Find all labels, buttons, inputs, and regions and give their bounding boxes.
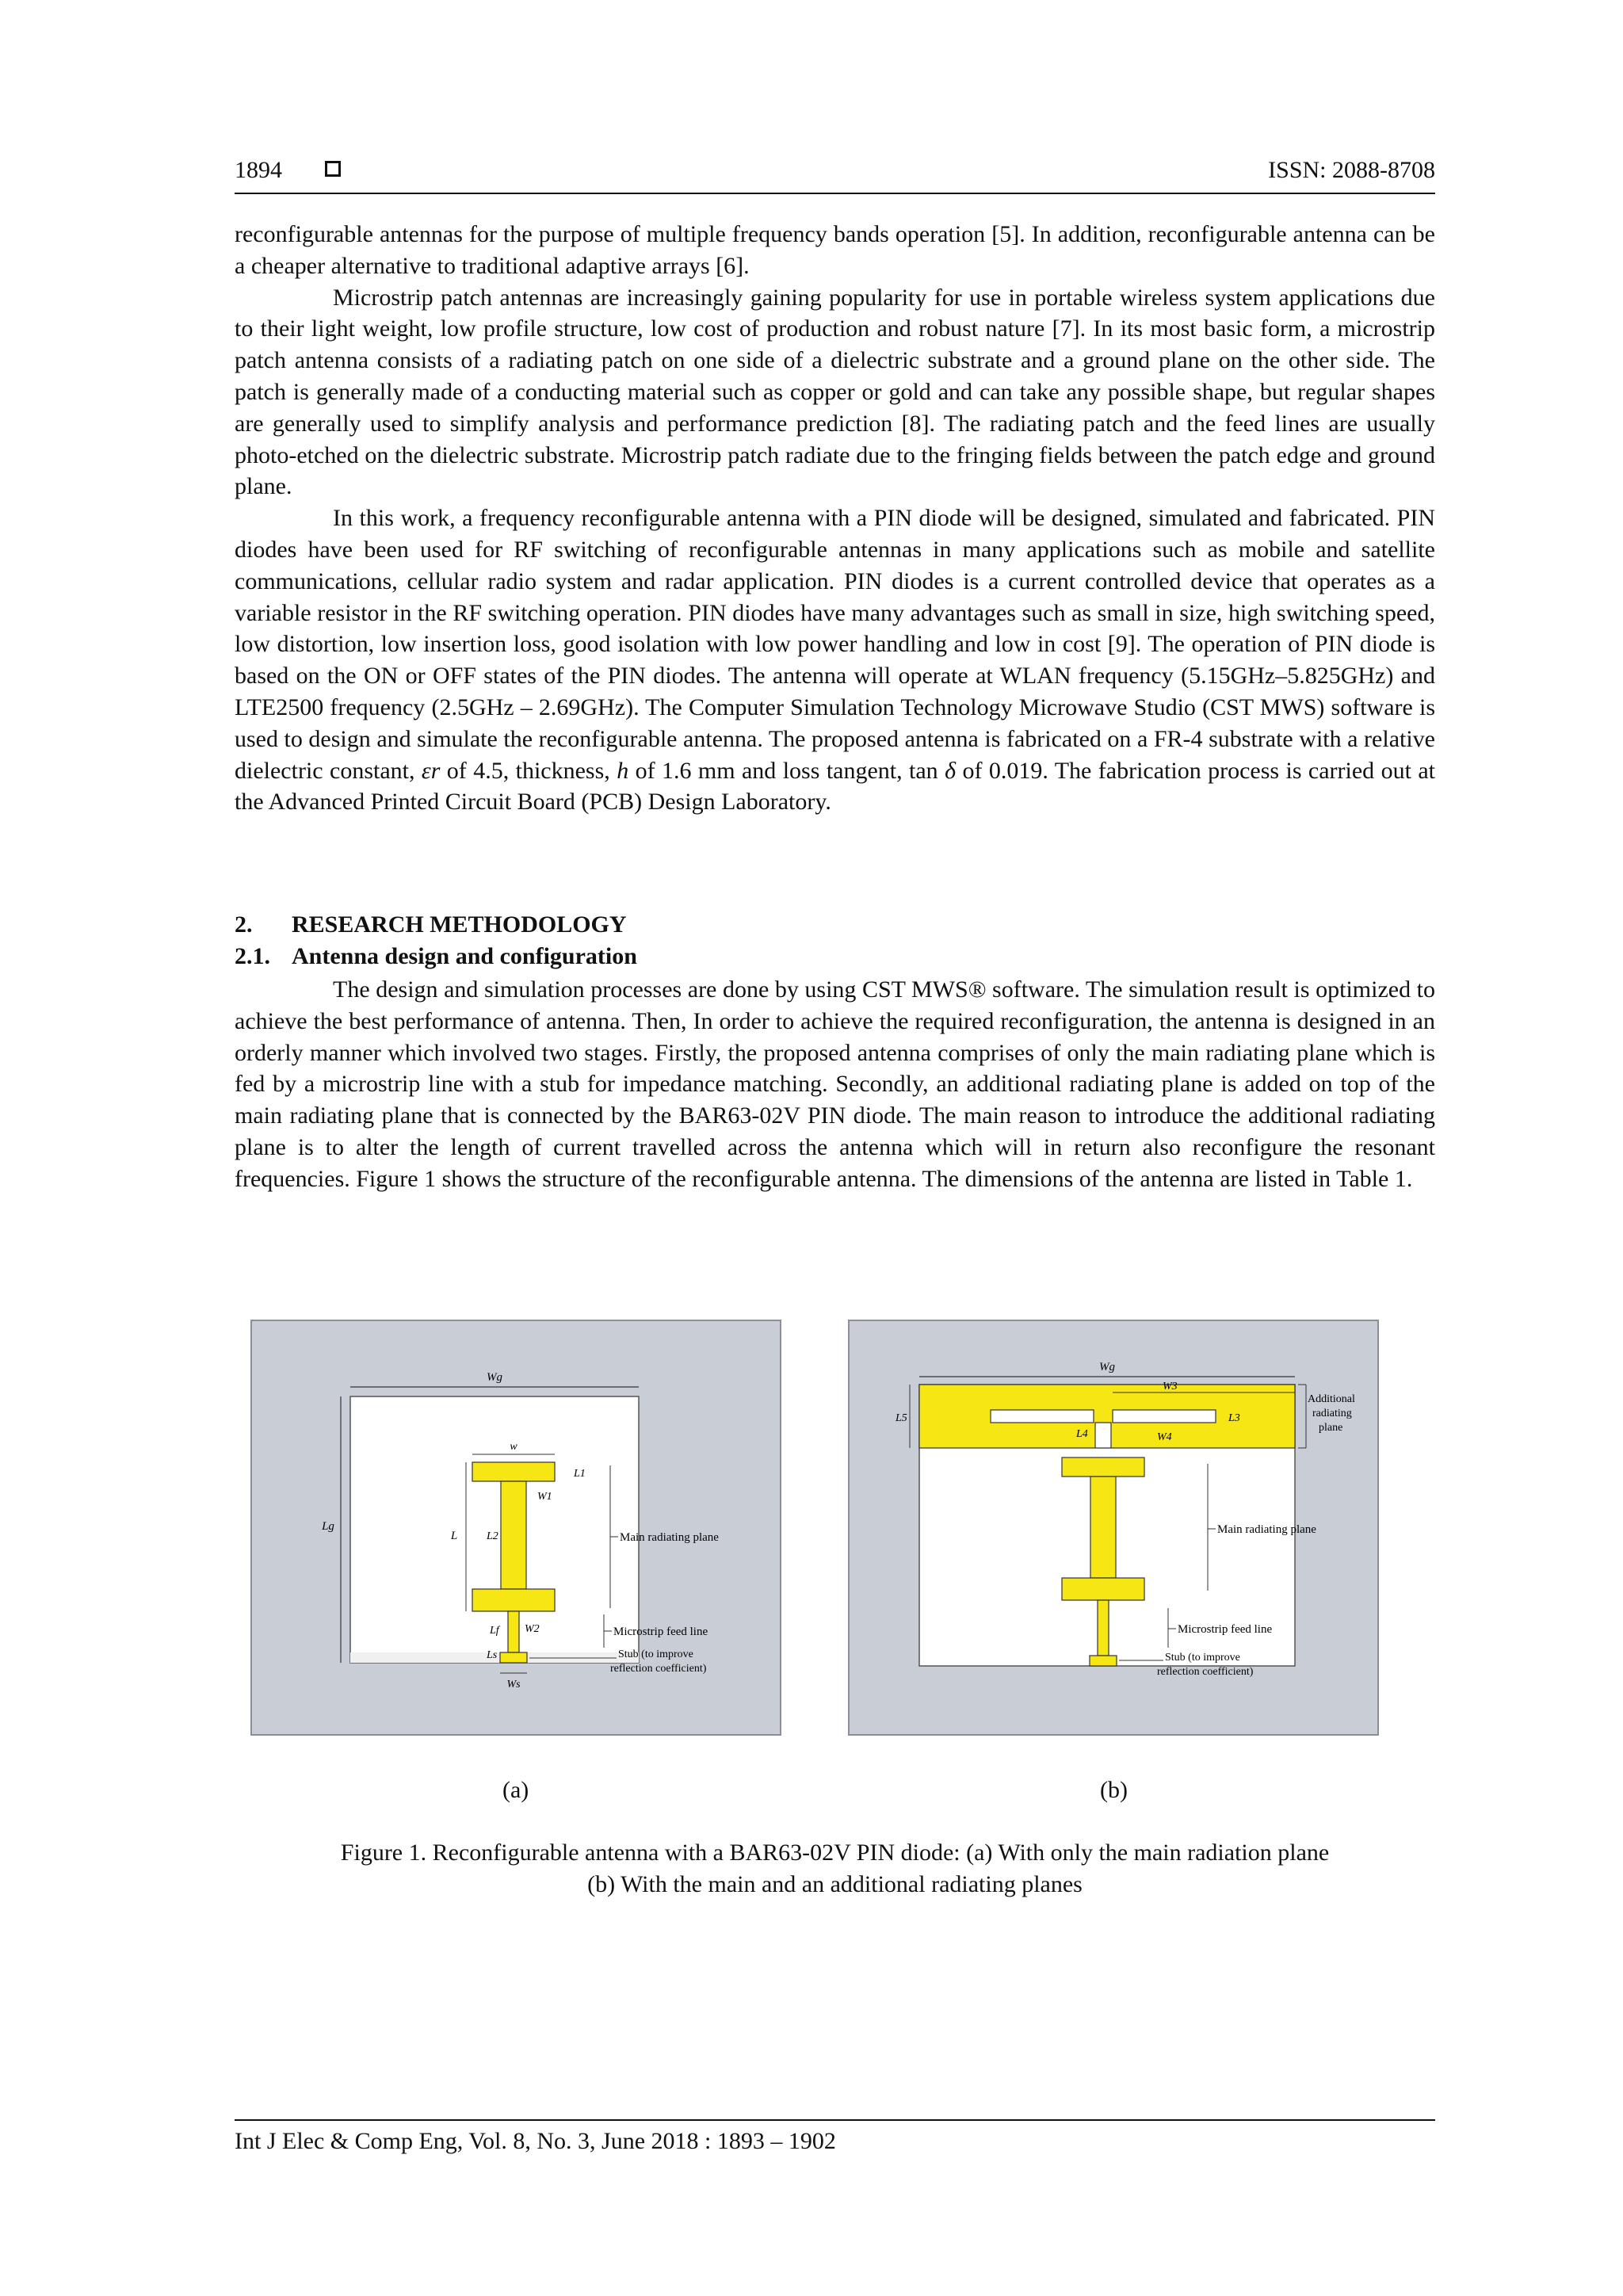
wg-label-a: Wg: [487, 1371, 502, 1384]
caption-line-1: Figure 1. Reconfigurable antenna with a BAR63-02V PIN diode: (a) With only the main radiation plane: [340, 1839, 1330, 1866]
epsilon-r-symbol: εr: [421, 757, 441, 784]
ws-label-a: Ws: [506, 1679, 521, 1690]
stub-b: [1090, 1656, 1117, 1666]
additional-annotation-2: radiating: [1312, 1408, 1352, 1419]
patch-bottom-bar-b: [1062, 1578, 1144, 1600]
patch-top-bar-b: [1062, 1457, 1144, 1477]
header-rule: [235, 193, 1435, 194]
l1-label-a: L1: [574, 1468, 586, 1480]
feed-line-b: [1098, 1600, 1109, 1656]
figure-b: [848, 1320, 1379, 1736]
figure-a: [250, 1320, 781, 1736]
feed-line-annotation-b: Microstrip feed line: [1178, 1623, 1273, 1636]
feed-line-annotation-a: Microstrip feed line: [613, 1626, 708, 1638]
figure-caption: [235, 1837, 1435, 1901]
pin-diode-gap-b: [1095, 1423, 1111, 1448]
paragraph-2: Microstrip patch antennas are increasingly gaining popularity for use in portable wireless system applications due to their light weight, low profile structure, low cost of production and robust nature [7]. In its most basic form, a microstrip patch antenna consists of a radiating patch on one side of a dielectric substrate and a ground plane on the other side. The patch is generally made of a conducting material such as copper or gold and can take any possible shape, but regular shapes are generally used to simplify analysis and performance prediction [8]. The radiating patch and the feed lines are usually photo-etched on the dielectric substrate. Microstrip patch radiate due to the fringing fields between the patch edge and ground plane.: [235, 284, 1435, 500]
l-label-a: L: [450, 1530, 458, 1542]
stub-a: [500, 1652, 527, 1663]
caption-line-2: (b) With the main and an additional radiating planes: [587, 1871, 1083, 1897]
additional-annotation-1: Additional: [1308, 1393, 1355, 1405]
footer-rule: [235, 2119, 1435, 2121]
section-heading: 2. RESEARCH METHODOLOGY: [235, 911, 627, 938]
paragraph-3: In this work, a frequency reconfigurable antenna with a PIN diode will be designed, simulated and fabricated. PIN diodes have been used for RF switching of reconfigurable antennas in many applications such as mobile and satellite communications, cellular radio system and radar application. PIN diodes is a current controlled device that operates as a variable resistor in the RF switching operation. PIN diodes have many advantages such as small in size, high switching speed, low distortion, low insertion loss, good isolation with low power handling and low in cost [9]. The operation of PIN diode is based on the ON or OFF states of the PIN diodes. The antenna will operate at WLAN frequency (5.15GHz–5.825GHz) and LTE2500 frequency (2.5GHz – 2.69GHz). The Computer Simulation Technology Microwave Studio (CST MWS) software is used to design and simulate the reconfigurable antenna. The proposed antenna is fabricated on a FR-4 substrate with a relative dielectric constant, εr of 4.5, thickness, h of 1.6 mm and loss tangent, tan δ of 0.019. The fabrication process is carried out at the Advanced Printed Circuit Board (PCB) Design Laboratory.: [235, 505, 1435, 816]
checkbox-square-icon: [325, 161, 341, 177]
intro-text: [235, 219, 1435, 818]
footer-citation: Int J Elec & Comp Eng, Vol. 8, No. 3, June 2018 : 1893 – 1902: [235, 2128, 836, 2154]
stub-annotation-b-1: Stub (to improve: [1165, 1652, 1240, 1664]
patch-top-bar-a: [472, 1462, 555, 1481]
additional-annotation-3: plane: [1319, 1422, 1343, 1434]
stub-annotation-b-2: reflection coefficient): [1157, 1666, 1254, 1678]
w-label-a: w: [510, 1441, 517, 1453]
feed-line-a: [508, 1611, 519, 1652]
lg-label-a: Lg: [322, 1520, 334, 1533]
wg-label-b: Wg: [1099, 1361, 1115, 1373]
slot-right-b: [1113, 1410, 1216, 1423]
figure-b-label: (b): [1100, 1777, 1128, 1803]
substrate-a: [350, 1396, 639, 1663]
w1-label-a: W1: [537, 1491, 552, 1503]
l5-label-b: L5: [896, 1412, 907, 1424]
delta-symbol: δ: [945, 757, 957, 784]
paragraph-4: The design and simulation processes are done by using CST MWS® software. The simulation result is optimized to achieve the best performance of antenna. Then, In order to achieve the required reconfiguration, the antenna is designed in an orderly manner which involved two stages. Firstly, the proposed antenna comprises of only the main radiating plane which is fed by a microstrip line with a stub for impedance matching. Secondly, an additional radiating plane is added on top of the main radiating plane that is connected by the BAR63-02V PIN diode. The main reason to introduce the additional radiating plane is to alter the length of current travelled across the antenna which will in return also reconfigure the resonant frequencies. Figure 1 shows the structure of the reconfigurable antenna. The dimensions of the antenna are listed in Table 1.: [235, 976, 1435, 1192]
patch-bottom-bar-a: [472, 1589, 555, 1611]
paragraph-1: reconfigurable antennas for the purpose of multiple frequency bands operation [5]. In addition, reconfigurable antenna can be a cheaper alternative to traditional adaptive arrays [6].: [235, 221, 1435, 279]
main-plane-annotation-a: Main radiating plane: [620, 1531, 719, 1544]
main-plane-annotation-b: Main radiating plane: [1217, 1523, 1316, 1536]
subsection-heading: 2.1. Antenna design and configuration: [235, 943, 637, 969]
stub-annotation-a-2: reflection coefficient): [610, 1663, 707, 1675]
ls-label-a: Ls: [487, 1649, 498, 1661]
issn-label: ISSN: 2088-8708: [1268, 157, 1435, 183]
l3-label-b: L3: [1228, 1412, 1240, 1424]
antenna-a-diagram: [252, 1321, 780, 1734]
l2-label-a: L2: [487, 1530, 498, 1542]
w2-label-a: W2: [525, 1623, 540, 1635]
slot-left-b: [991, 1410, 1094, 1423]
lf-label-a: Lf: [490, 1625, 499, 1637]
h-symbol: h: [617, 757, 629, 784]
figure-a-label: (a): [502, 1777, 529, 1803]
w3-label-b: W3: [1163, 1381, 1178, 1392]
stub-annotation-a-1: Stub (to improve: [618, 1648, 693, 1660]
antenna-b-diagram: [850, 1321, 1377, 1734]
l4-label-b: L4: [1076, 1428, 1088, 1440]
patch-stem-a: [501, 1481, 526, 1589]
page-number: 1894: [235, 157, 282, 183]
patch-stem-b: [1090, 1477, 1116, 1578]
methodology-text: [235, 974, 1435, 1195]
w4-label-b: W4: [1157, 1431, 1172, 1443]
